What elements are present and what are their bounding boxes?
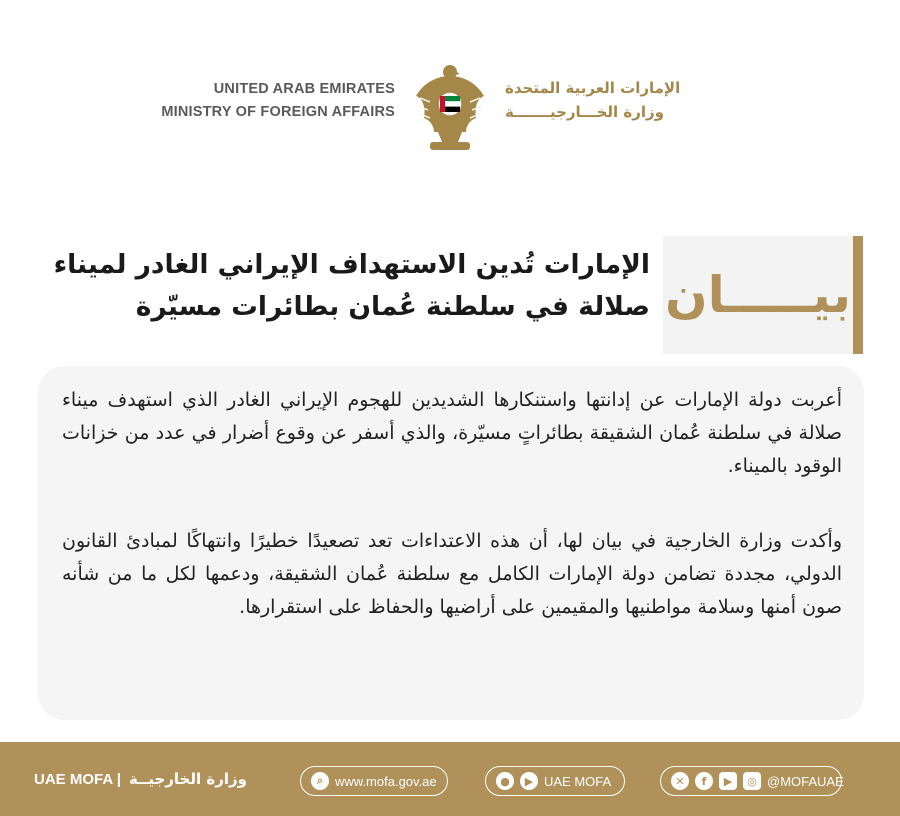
x-twitter-icon: ✕ <box>671 772 689 790</box>
country-name-ar: الإمارات العربية المتحدة <box>505 79 681 97</box>
youtube-icon: ▶ <box>719 772 737 790</box>
social-media-links[interactable] <box>660 766 842 796</box>
header <box>0 62 900 152</box>
search-icon: ⌕ <box>311 772 329 790</box>
google-play-icon: ▶ <box>520 772 538 790</box>
statement-title <box>40 244 650 328</box>
statement-badge <box>663 236 863 354</box>
ministry-name-english <box>135 78 395 124</box>
website-url: www.mofa.gov.ae <box>335 773 437 789</box>
footer-brand-ar: وزارة الخارجيــة <box>128 770 247 788</box>
title-line-1: الإمارات تُدين الاستهداف الإيراني الغادر لميناء <box>53 249 650 280</box>
country-name-en: UNITED ARAB EMIRATES <box>213 81 395 97</box>
app-store-links[interactable] <box>485 766 625 796</box>
app-name: UAE MOFA <box>544 773 612 789</box>
instagram-icon: ◎ <box>743 772 761 790</box>
social-handle: @MOFAUAE <box>767 773 844 789</box>
uae-falcon-emblem-icon <box>410 62 490 152</box>
body-paragraph-1: أعربت دولة الإمارات عن إدانتها واستنكارها الشديدين للهجوم الإيراني الغادر الذي استهدف ميناء صلالة في سلطنة عُمان الشقيقة بطائراتٍ مسيّرة، والذي أسفر عن وقوع أضرار في عدد من خزانات الوقود بالميناء. <box>62 389 842 477</box>
ministry-name-ar: وزارة الخـــارجيـــــــة <box>505 103 664 121</box>
ministry-name-arabic <box>505 76 745 124</box>
footer-brand <box>34 770 247 788</box>
title-line-2: صلالة في سلطنة عُمان بطائرات مسيّرة <box>135 291 650 322</box>
ministry-name-en: MINISTRY OF FOREIGN AFFAIRS <box>161 104 395 120</box>
footer <box>0 742 900 816</box>
website-link[interactable] <box>300 766 448 796</box>
facebook-icon: f <box>695 772 713 790</box>
statement-badge-label: بيـــــان <box>664 266 852 324</box>
apple-icon: ● <box>496 772 514 790</box>
body-paragraph-2: وأكدت وزارة الخارجية في بيان لها، أن هذه الاعتداءات تعد تصعيدًا خطيرًا وانتهاكًا لمبادئ القانون الدولي، مجددة تضامن دولة الإمارات الكامل مع سلطنة عُمان الشقيقة، ودعمها لكل ما من شأنه صون أمنها وسلامة مواطنيها والمقيمين على أراضيها والحفاظ على استقرارها. <box>62 530 842 618</box>
footer-brand-en: UAE MOFA | <box>34 770 121 788</box>
